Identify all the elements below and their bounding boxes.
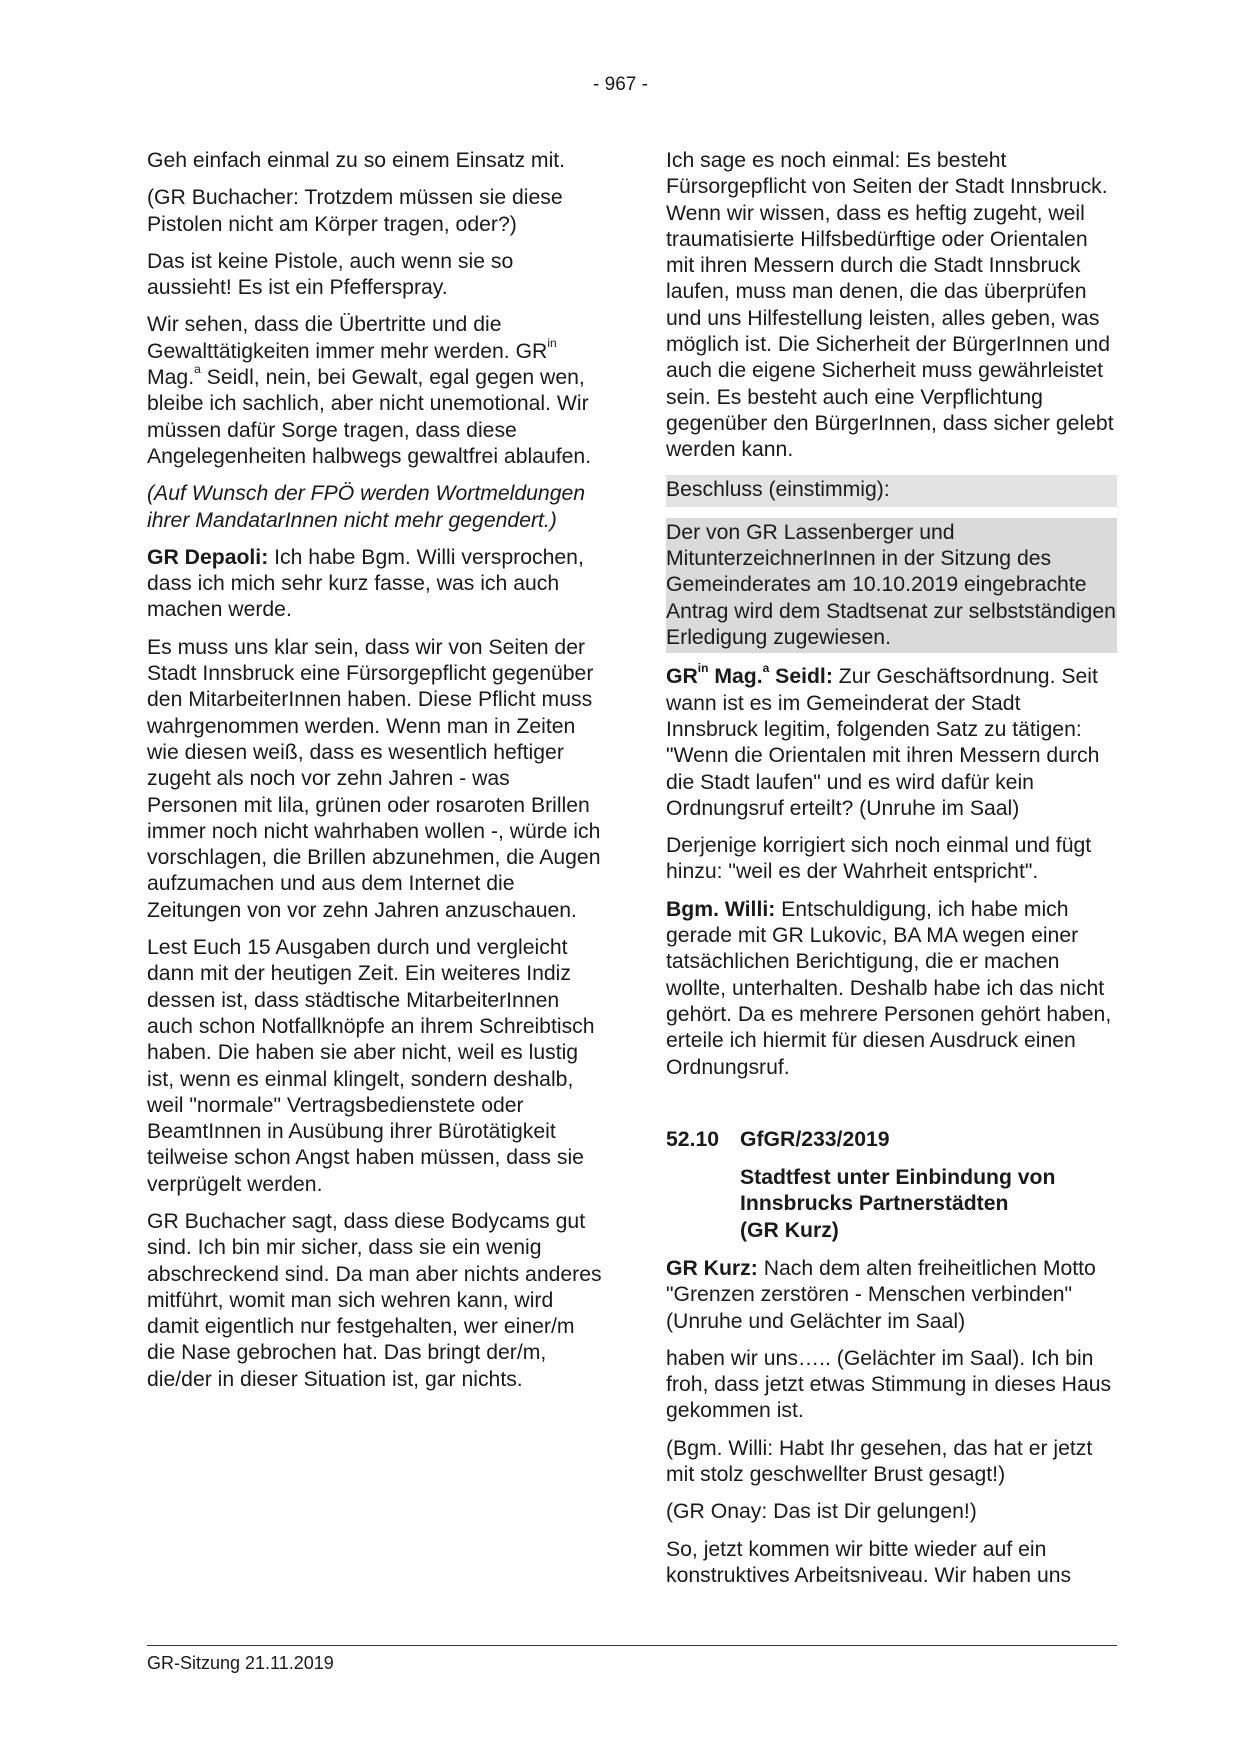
speaker-name — [666, 661, 833, 689]
editorial-note: (Auf Wunsch der FPÖ werden Wortmeldungen ihrer MandatarInnen nicht mehr gegendert.) — [147, 482, 586, 532]
speech-text: Zur Geschäftsordnung. Seit wann ist es im Gemeinderat der Stadt Innsbruck legitim, folgenden Satz zu tätigen: "Wenn die Orientalen mit ihren Messern durch die Stadt laufen" und es wird dafür kein Ordnungsruf erteilt? (Unruhe im Saal) — [666, 665, 1100, 820]
agenda-number: 52.10 — [666, 1127, 720, 1151]
paragraph: Ich sage es noch einmal: Es besteht Fürsorgepflicht von Seiten der Stadt Innsbruck. Wenn wir wissen, dass es heftig zugeht, weil traumatisierte Hilfsbedürftige oder Orientalen mit ihren Messern durch die Stadt Innsbruck laufen, muss man denen, die das überprüfen und uns Hilfestellung leisten, alles geben, was möglich ist. Die Sicherheit der BürgerInnen und auch die eigene Sicherheit muss gewährleistet sein. Es besteht auch eine Verpflichtung gegenüber den BürgerInnen, dass sicher gelebt werden kann. — [666, 149, 1114, 462]
agenda-title-line: Stadtfest unter Einbindung von — [740, 1166, 1056, 1190]
speech — [147, 545, 602, 624]
agenda-reference: GfGR/233/2019 — [740, 1127, 890, 1151]
superscript: a — [762, 661, 770, 676]
text-run: Mag. — [147, 366, 195, 390]
resolution-text: Der von GR Lassenberger und MitunterzeichnerInnen in der Sitzung des Gemeinderates am 10.10.2019 eingebrachte Antrag wird dem Stadtsenat zur selbstständigen Erledigung zugewiesen. — [666, 518, 1117, 653]
right-column — [666, 148, 1117, 1600]
text-run: GR — [666, 665, 698, 689]
speech-text: Ich habe Bgm. Willi versprochen, dass ich mich sehr kurz fasse, was ich auch machen werde. — [147, 545, 584, 622]
speech — [666, 661, 1117, 822]
speech-text: Nach dem alten freiheitlichen Motto "Grenzen zerstören - Menschen verbinden" (Unruhe und Gelächter im Saal) — [666, 1256, 1096, 1333]
speech — [666, 897, 1117, 1081]
page-number: - 967 - — [593, 74, 648, 95]
paragraph — [147, 312, 602, 470]
agenda-title — [740, 1165, 1117, 1244]
text-run: Seidl: — [769, 665, 833, 689]
interjection: (GR Onay: Das ist Dir gelungen!) — [666, 1500, 977, 1524]
speaker-name: GR Kurz: — [666, 1256, 758, 1280]
paragraph: Es muss uns klar sein, dass wir von Seiten der Stadt Innsbruck eine Fürsorgepflicht gegenüber den MitarbeiterInnen haben. Diese Pflicht muss wahrgenommen werden. Wenn man in Zeiten wie diesen weiß, dass es wesentlich heftiger zugeht als noch vor zehn Jahren - was Personen mit lila, grünen oder rosaroten Brillen immer noch nicht wahrhaben wollen -, würde ich vorschlagen, die Brillen abzunehmen, die Augen aufzumachen und aus dem Internet die Zeitungen von vor zehn Jahren anzuschauen. — [147, 635, 601, 922]
speaker-name: Bgm. Willi: — [666, 897, 776, 921]
interjection: (Bgm. Willi: Habt Ihr gesehen, das hat er jetzt mit stolz geschwellter Brust gesagt!) — [666, 1436, 1093, 1487]
text-run: Wir sehen, dass die Übertritte und die Gewalttätigkeiten immer mehr werden. GR — [147, 313, 548, 363]
speech-text: Entschuldigung, ich habe mich gerade mit GR Lukovic, BA MA wegen einer tatsächlichen Berichtigung, die er machen wollte, unterhalten. Deshalb habe ich das nicht gehört. Da es mehrere Personen gehört haben, erteile ich hiermit für diesen Ausdruck einen Ordnungsruf. — [666, 897, 1112, 1079]
superscript: a — [194, 362, 201, 377]
paragraph: So, jetzt kommen wir bitte wieder auf ein konstruktives Arbeitsniveau. Wir haben uns — [666, 1537, 1072, 1587]
paragraph: Geh einfach einmal zu so einem Einsatz mit. — [147, 149, 566, 172]
speech — [666, 1256, 1117, 1335]
paragraph: GR Buchacher sagt, dass diese Bodycams gut sind. Ich bin mir sicher, dass sie ein wenig abschreckend sind. Da man aber nichts anderes mitführt, womit man sich wehren kann, wird damit eigentlich nur festgehalten, wer einer/m die Nase gebrochen hat. Das bringt der/m, die/der in dieser Situation ist, gar nichts. — [147, 1209, 602, 1391]
paragraph: Das ist keine Pistole, auch wenn sie so aussieht! Es ist ein Pfefferspray. — [147, 249, 514, 300]
text-run: Seidl, nein, bei Gewalt, egal gegen wen, bleibe ich sachlich, aber nicht unemotional. Wir müssen dafür Sorge tragen, dass diese Angelegenheiten halbwegs gewaltfrei ablaufen. — [147, 366, 592, 468]
resolution-label: Beschluss (einstimmig): — [666, 475, 1117, 507]
superscript: in — [547, 335, 557, 350]
interjection: (GR Buchacher: Trotzdem müssen sie diese Pistolen nicht am Körper tragen, oder?) — [147, 186, 563, 236]
agenda-title-line: (GR Kurz) — [740, 1218, 839, 1242]
paragraph: Lest Euch 15 Ausgaben durch und vergleicht dann mit der heutigen Zeit. Ein weiteres Indiz dessen ist, dass städtische MitarbeiterInnen auch schon Notfallknöpfe an ihrem Schreibtisch haben. Die haben sie aber nicht, weil es lustig ist, wenn es einmal klingelt, sondern deshalb, weil "normale" Vertragsbedienstete oder BeamtInnen in Ausübung ihrer Bürotätigkeit teilweise schon Angst haben müssen, dass sie verprügelt werden. — [147, 936, 595, 1196]
agenda-heading — [666, 1127, 1117, 1153]
paragraph: haben wir uns….. (Gelächter im Saal). Ich bin froh, dass jetzt etwas Stimmung in dieses Haus gekommen ist. — [666, 1346, 1112, 1423]
speaker-name: GR Depaoli: — [147, 545, 269, 569]
footer-text: GR-Sitzung 21.11.2019 — [147, 1653, 334, 1673]
superscript: in — [697, 661, 709, 676]
paragraph: Derjenige korrigiert sich noch einmal und fügt hinzu: "weil es der Wahrheit entspricht". — [666, 834, 1092, 884]
left-column — [147, 148, 602, 1404]
agenda-item — [666, 1127, 1117, 1244]
footer-divider — [147, 1645, 1117, 1646]
text-run: Mag. — [708, 665, 763, 689]
agenda-title-line: Innsbrucks Partnerstädten — [740, 1192, 1009, 1216]
